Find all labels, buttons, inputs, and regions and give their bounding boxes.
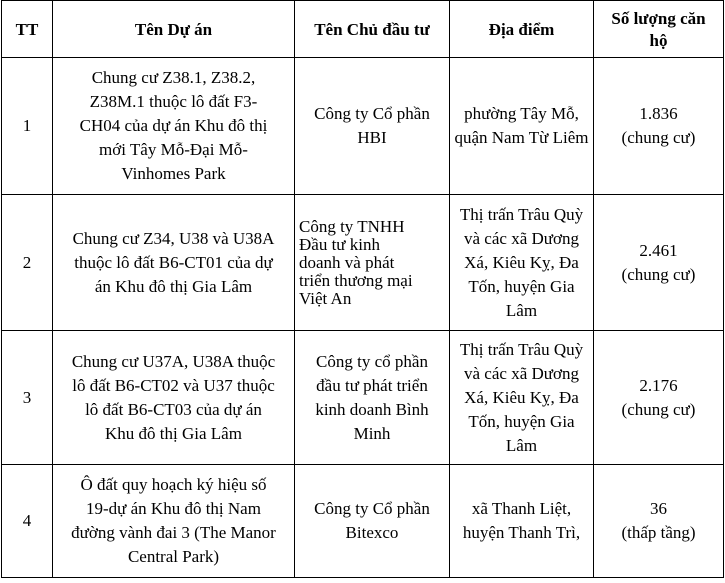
cell-text: xã Thanh Liệt, bbox=[471, 499, 572, 518]
cell-text: lô đất B6-CT02 và U37 thuộc bbox=[72, 375, 275, 395]
cell-text: doanh và phát bbox=[299, 252, 395, 272]
cell-text: Lâm bbox=[505, 435, 538, 455]
cell-quantity bbox=[594, 465, 724, 578]
cell-text: Z38M.1 thuộc lô đất F3- bbox=[89, 92, 258, 111]
cell-text: CH04 của dự án Khu đô thị bbox=[79, 116, 268, 135]
cell-text: lô đất B6-CT03 của dự án bbox=[85, 399, 262, 419]
cell-text: Xá, Kiêu Kỵ, Đa bbox=[464, 387, 579, 407]
table-row bbox=[2, 195, 724, 331]
cell-text: Bitexco bbox=[345, 523, 399, 542]
cell-text: Công ty Cổ phần bbox=[314, 104, 430, 123]
cell-owner bbox=[295, 465, 450, 578]
cell-text: Việt An bbox=[299, 288, 352, 308]
header-quantity bbox=[594, 1, 724, 58]
cell-text: (chung cư) bbox=[621, 264, 696, 284]
cell-text: Lâm bbox=[505, 300, 538, 320]
cell-text: Minh bbox=[353, 423, 391, 443]
cell-text: triển thương mại bbox=[299, 270, 413, 290]
cell-text: phường Tây Mỗ, bbox=[464, 104, 579, 123]
cell-text: 2.176 bbox=[639, 375, 678, 395]
cell-text: huyện Thanh Trì, bbox=[462, 523, 581, 542]
cell-text: Công ty Cổ phần bbox=[314, 499, 430, 518]
cell-text: 1.836 bbox=[639, 104, 678, 123]
cell-text: Chung cư U37A, U38A thuộc bbox=[71, 351, 276, 371]
cell-text: Đầu tư kinh bbox=[299, 234, 380, 254]
project-table bbox=[1, 0, 724, 578]
cell-text: Chung cư Z34, U38 và U38A bbox=[72, 228, 275, 248]
cell-owner bbox=[295, 58, 450, 195]
cell-text: 2.461 bbox=[639, 240, 678, 260]
cell-text: đầu tư phát triển bbox=[316, 375, 428, 395]
cell-tt: 3 bbox=[2, 331, 53, 465]
cell-project bbox=[53, 58, 295, 195]
header-row bbox=[2, 1, 724, 58]
cell-text: Công ty cổ phần bbox=[316, 351, 428, 371]
cell-text: án Khu đô thị Gia Lâm bbox=[94, 276, 253, 296]
cell-project bbox=[53, 331, 295, 465]
cell-text: HBI bbox=[357, 128, 387, 147]
cell-text: (chung cư) bbox=[621, 399, 696, 419]
cell-owner bbox=[295, 331, 450, 465]
table-row bbox=[2, 331, 724, 465]
cell-text: Chung cư Z38.1, Z38.2, bbox=[91, 68, 256, 87]
cell-text: (chung cư) bbox=[621, 128, 696, 147]
header-quantity-text: Số lượng căn hộ bbox=[611, 8, 706, 50]
cell-text: Central Park) bbox=[127, 547, 220, 566]
cell-text: 36 bbox=[650, 499, 667, 518]
header-location: Địa điểm bbox=[450, 1, 594, 58]
cell-location bbox=[450, 465, 594, 578]
cell-text: Công ty TNHH bbox=[299, 216, 405, 236]
cell-text: Thị trấn Trâu Quỳ bbox=[459, 339, 584, 359]
cell-tt: 1 bbox=[2, 58, 53, 195]
cell-text: Tốn, huyện Gia bbox=[468, 411, 575, 431]
cell-text: và các xã Dương bbox=[464, 228, 579, 248]
cell-text: Tốn, huyện Gia bbox=[468, 276, 575, 296]
cell-project bbox=[53, 195, 295, 331]
cell-text: kinh doanh Bình bbox=[315, 399, 429, 419]
cell-text: và các xã Dương bbox=[464, 363, 579, 383]
cell-text: Khu đô thị Gia Lâm bbox=[105, 423, 242, 443]
cell-location bbox=[450, 195, 594, 331]
cell-quantity bbox=[594, 58, 724, 195]
cell-text: Vinhomes Park bbox=[121, 164, 226, 183]
cell-location bbox=[450, 58, 594, 195]
cell-location bbox=[450, 331, 594, 465]
table-row bbox=[2, 465, 724, 578]
cell-text: 19-dự án Khu đô thị Nam bbox=[86, 499, 261, 518]
cell-tt: 2 bbox=[2, 195, 53, 331]
table-row bbox=[2, 58, 724, 195]
cell-text: (thấp tầng) bbox=[621, 523, 696, 542]
cell-text: Xá, Kiêu Kỵ, Đa bbox=[464, 252, 579, 272]
cell-owner bbox=[295, 195, 450, 331]
cell-tt: 4 bbox=[2, 465, 53, 578]
cell-text: Ô đất quy hoạch ký hiệu số bbox=[80, 475, 267, 494]
cell-text: quận Nam Từ Liêm bbox=[454, 128, 589, 147]
cell-project bbox=[53, 465, 295, 578]
cell-text: thuộc lô đất B6-CT01 của dự bbox=[74, 252, 273, 272]
cell-text: Thị trấn Trâu Quỳ bbox=[459, 204, 584, 224]
header-owner: Tên Chủ đầu tư bbox=[295, 1, 450, 58]
cell-quantity bbox=[594, 195, 724, 331]
cell-text: đường vành đai 3 (The Manor bbox=[71, 523, 276, 542]
cell-text: mới Tây Mỗ-Đại Mỗ- bbox=[99, 140, 248, 159]
cell-quantity bbox=[594, 331, 724, 465]
header-tt: TT bbox=[2, 1, 53, 58]
header-project: Tên Dự án bbox=[53, 1, 295, 58]
